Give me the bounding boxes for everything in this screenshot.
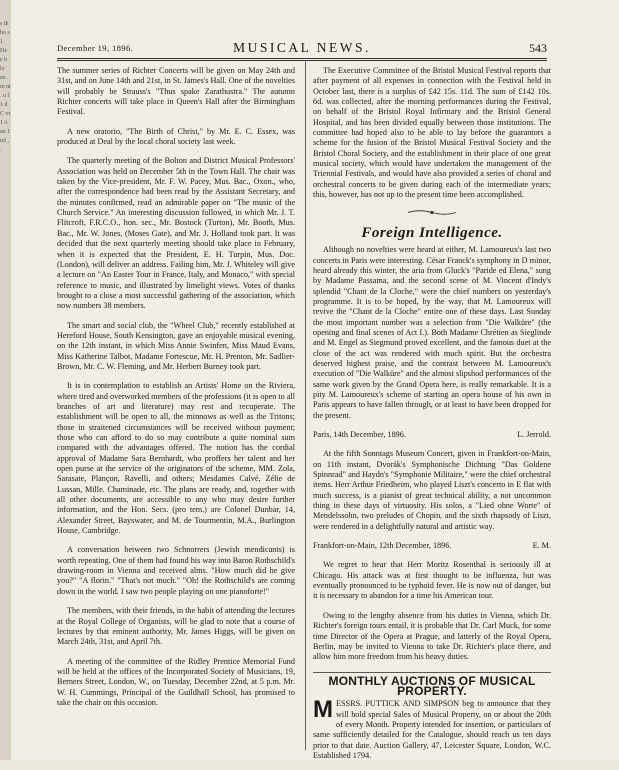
paragraph-rosenthal: We regret to hear that Herr Moritz Rosenthal is seriously ill at Chicago. His attack was at first thought to be influenza, but was eventually pronounced to be typhoid fever. He is now out of danger, but it is necessary to abandon for a time his American tour. (313, 560, 551, 601)
paragraph-bolton-meeting: The quarterly meeting of the Bolton and District Musical Professors' Association was held on December 5th in the Town Hall. The chair was taken by the Vice-president, Mr. F. W. Pacey, Mus. Bac., Oxon., who, after the correspondence had been read by the Assistant Secretary, and the minutes confirmed, read an admirable paper on "The music of the Church Service." An interesting discussion followed, in which Mr. J. T. Flitcroft, F.R.C.O., hon. sec., Mr. Bostock (Turton), Mr. Booth, Mus. Bac., Mr. W. Jones, (Moses Gate), and Mr. J. Holland took part. It was decided that the next quarterly meeting should take place in February, when it is expected that the President, E. H. Turpin, Mus. Doc. (London), will deliver an address. Failing him, Mr. J. Whiteley will give a lecture on "An Easter Tour in France, Italy, and Monaco," with special reference to music, and illustrated by limelight views. Votes of thanks brought to a close a most successful gathering of the association, which now numbers 38 members. (57, 156, 295, 311)
gutter-text: s th ho s 1 De e b lo ne . m nt . u f 1 d C or 1 o an 1 nd , . (0, 21, 11, 153)
paragraph-richter-concerts: The summer series of Richter Concerts will be given on May 24th and 31st, and on June 14th and 21st, in St. James's Hall. One of the novelties will probably be Strauss's "Thus spake Zarathustra." The autumn Richter concerts will take place in Queen's Hall after the Birmingham Festival. (57, 66, 295, 117)
paragraph-schnorrers: A conversation between two Schnorrers (Jewish mendicants) is worth repeating. One of them had found his way into Baron Rothschild's drawing-room in Vienna and received alms. "How much did he give you?" "A florin." "That's not much." "Oh! the Rothschild's are coming down in the world. I saw two people playing on one pianoforte!" (57, 545, 295, 596)
paragraph-wheel-club: The smart and social club, the "Wheel Club," recently established at Hereford House, South Kensington, gave an enjoyable musical evening, on the 12th instant, in which Miss Annie Swinfen, Miss Maud Evans, Miss Katherine Talbot, Madame Fortescue, Mr. H. Prenton, Mr. Sadlier-Brown, Mr. C. W. Fleming, and Mr. Herbert Burney took part. (57, 320, 295, 371)
paragraph-richter-vienna: Owing to the lengthy absence from his duties in Vienna, which Dr. Richter's foreign tours entail, it is probable that Dr. Carl Muck, for some time Director of the Opera at Prague, and latterly of the Royal Opera, Berlin, may be invited to Vienna to take Dr. Richter's place there, and allow him more freedom from his heavy duties. (313, 610, 551, 662)
column-divider (305, 60, 306, 750)
paragraph-rco-lectures: The members, with their friends, in the habit of attending the lectures at the Royal College of Organists, will be glad to note that a course of lectures by that eminent authority, Mr. James Higgs, will be given on March 24th, 31st, and April 7th. (57, 606, 295, 647)
ornament-divider (313, 209, 551, 219)
header-rule (57, 60, 547, 61)
auction-advertisement (313, 673, 551, 762)
paragraph-ridley-prentice: A meeting of the committee of the Ridley Prentice Memorial Fund will be held at the offices of the Incorporated Society of Musicians, 19, Berners Street, London, W., on Tuesday, December 22nd, at 5 p.m. Mr. W. H. Cummings, Principal of the Guildhall School, has promised to take the chair on this occasion. (57, 656, 295, 707)
header-rule (57, 58, 547, 59)
paragraph-frankfort: At the fifth Sonntags Museum Concert, given in Frankfort-on-Main, on 11th instant, Dvorák's Symphonische Dichtung "Das Goldene Spinnrad" and Haydn's "Symphonie Militaire," were the chief orchestral items. Herr Arthur Friedheim, who played Liszt's concerto in E flat with much success, is a pianist of great technical ability, a not uncommon thing in these days of virtuosity. His solos, a "Lied ohne Worte" of Mendelssohn, two preludes of Chopin, and the sixth rhapsody of Liszt, were rendered in a delightfully natural and artistic way. (313, 449, 551, 531)
paragraph-oratorio: A new oratorio, "The Birth of Christ," by Mr. E. C. Essex, was produced at Deal by the local choral society last week. (57, 126, 295, 147)
auction-title: MONTHLY AUCTIONS OF MUSICAL PROPERTY. (328, 673, 536, 698)
frankfort-date: Frankfort-on-Main, 12th December, 1896. (313, 541, 452, 551)
paris-signature: L. Jerrold. (517, 430, 551, 439)
paragraph-paris: Although no novelties were heard at either, M. Lamoureux's last two concerts in Paris were interesting. César Franck's symphony in D minor, heard already this winter, the aria from Gluck's "Paride ed Elena," sung by Madame Passama, and the second scene of M. Vincent d'Indy's splendid "Chant de la Cloche," were the chief numbers on yesterday's programme. It is to be hoped, by the way, that M. Lamoureux will revive the "Chant de la Cloche" entire one of these days. Last Sunday the most important number was a selection from "Die Walküre" (the opening and final scenes of Act I.). Both Madame Chrétien as Sieglinde and M. Engel as Siegmund proved excellent, and the famous duet at the close of the act was rendered with much spirit. But the orchestra deserved highest praise, and the contrast between M. Lamoureux's execution of "Die Walküre" and the almost slipshod performances of the same work given by the Grand Opera here, is really remarkable. It is a pity M. Lamoureux's scheme of starting an opera house of his own in Paris appears to have fallen through, or at least to have been dropped for the present. (313, 245, 551, 420)
advertisement-rule (313, 672, 551, 673)
frankfort-signature: E. M. (532, 541, 551, 551)
paragraph-bristol-festival: The Executive Committee of the Bristol Musical Festival reports that after payment of all expenses in connection with the Festival held in October last, there is a surplus of £42 15s. 11d. The sum of £142 10s. 6d. was collected, after the morning performances during the Festival, on behalf of the Bristol Royal Infirmary and the Bristol General Hospital, and has been divided equally between those institutions. The committee had hoped also to be able to lay before the guarantors a scheme for the fusion of the Bristol Musical Festival Society and the Bristol Choral Society, and the establishment in their place of one great musical society, which would have undertaken the management of the Triennial Festivals, and would have also provided a series of choral and orchestral concerts to be given during each of the intermediate years; this, however, has not up to the present time been accomplished. (313, 66, 551, 200)
page-number: 543 (529, 41, 547, 55)
paris-date: Paris, 14th December, 1896. (313, 430, 406, 439)
header-title: MUSICAL NEWS. (233, 40, 371, 55)
auction-dropcap: M (313, 696, 333, 724)
paris-dateline (313, 430, 551, 440)
paragraph-artists-home: It is in contemplation to establish an Artists' Home on the Riviera, where tired and overworked members of the professions (it is open to all branches of art and literature) may rest and recuperate. The establishment will be open to all, the minnows as well as the Tritons; those in straitened circumstances will be received without payment; those who can afford to do so may contribute a quite nominal sum compared with the advantages offered. The notion has the cordial approval of Madame Sara Bernhardt, who proffers her talent and her open purse at the service of the originators of the scheme, MM. Zola, Sarasate, Plançon, Ravelli, and others; Mesdames Calvé, Zélie de Lussan, Mille. Chaminade, etc. The plans are ready, and, together with all other documents, are accessible to any who may desire further information, and the Hon. Secs. (pro tem.) are Colonel Dunbar, 14, Alexander Street, Bayswater, and M. de Tourmentin, M.A., Burlington House, Cambridge. (57, 381, 295, 536)
right-column (313, 66, 551, 770)
frankfort-dateline (313, 541, 551, 551)
auction-text: ESSRS. PUTTICK AND SIMPSON beg to announce that they will hold special Sales of Musical Property, on or about the 20th of every Month. Property intended for insertion, or particulars of same sufficiently detailed for the Catalogue, should reach us ten days prior to that date. Auction Gallery, 47, Leicester Square, London, W.C. Established 1794. (313, 699, 551, 760)
foreign-intelligence-heading: Foreign Intelligence. (361, 224, 503, 241)
page-header (57, 40, 547, 56)
header-date: December 19, 1896. (57, 43, 134, 53)
left-column (57, 66, 295, 717)
ornament-icon (406, 209, 458, 216)
